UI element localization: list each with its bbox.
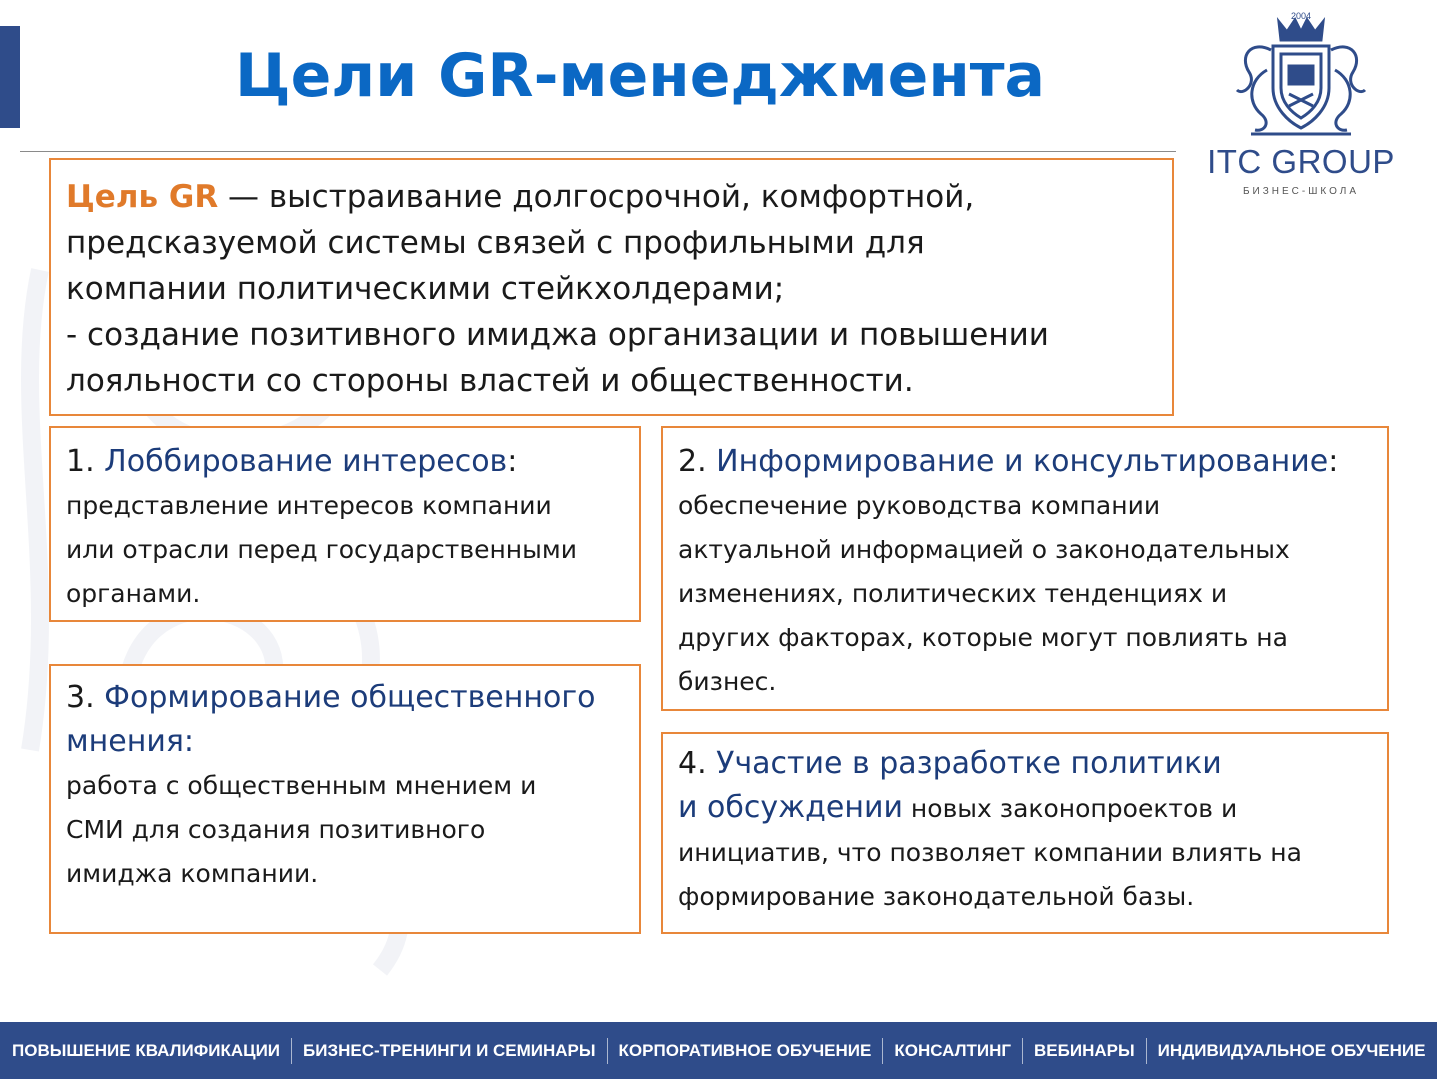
card-line: органами. bbox=[66, 579, 201, 608]
card-number: 4. bbox=[678, 746, 717, 781]
card-line: других факторах, которые могут повлиять на bbox=[678, 623, 1288, 652]
card-heading bbox=[66, 440, 629, 484]
card-description bbox=[678, 831, 1377, 919]
card-heading bbox=[66, 676, 629, 764]
card-line: имиджа компании. bbox=[66, 859, 319, 888]
footer-item-consulting: КОНСАЛТИНГ bbox=[883, 1038, 1023, 1064]
gr-goal-line-4: - создание позитивного имиджа организации и повышении bbox=[66, 317, 1049, 353]
card-informing-consulting bbox=[661, 426, 1389, 711]
card-number: 3. bbox=[66, 680, 105, 715]
card-title-line-2: мнения: bbox=[66, 724, 194, 759]
page-title: Цели GR-менеджмента bbox=[234, 41, 1046, 111]
card-line: работа с общественным мнением и bbox=[66, 771, 537, 800]
card-title-line-2: и обсуждении bbox=[678, 790, 903, 825]
gr-goal-text bbox=[66, 174, 1158, 404]
card-heading bbox=[678, 742, 1377, 831]
card-title-suffix: : bbox=[507, 444, 518, 479]
card-description bbox=[66, 764, 629, 896]
card-heading bbox=[678, 440, 1377, 484]
card-title: Участие в разработке политики bbox=[716, 746, 1222, 781]
footer-item-corporate: КОРПОРАТИВНОЕ ОБУЧЕНИЕ bbox=[608, 1038, 884, 1064]
card-line: актуальной информацией о законодательных bbox=[678, 535, 1290, 564]
gr-goal-definition-box bbox=[49, 158, 1174, 416]
card-title-suffix: : bbox=[1328, 444, 1339, 479]
gr-goal-line-5: лояльности со стороны властей и общественности. bbox=[66, 363, 914, 399]
card-line: инициатив, что позволяет компании влиять на bbox=[678, 838, 1302, 867]
footer-item-individual: ИНДИВИДУАЛЬНОЕ ОБУЧЕНИЕ bbox=[1157, 1040, 1426, 1060]
gr-goal-line-2: предсказуемой системы связей с профильными для bbox=[66, 225, 925, 261]
card-title: Информирование и консультирование bbox=[716, 444, 1329, 479]
card-line: представление интересов компании bbox=[66, 491, 552, 520]
card-title: Формирование общественного bbox=[104, 680, 596, 715]
itc-group-logo bbox=[1196, 10, 1406, 195]
footer-item-trainings: БИЗНЕС-ТРЕНИНГИ И СЕМИНАРЫ bbox=[292, 1038, 608, 1064]
title-divider bbox=[20, 151, 1176, 152]
crest-emblem-icon bbox=[1231, 10, 1371, 138]
logo-subtitle: БИЗНЕС-ШКОЛА bbox=[1242, 186, 1359, 197]
card-description bbox=[678, 484, 1377, 704]
gr-goal-term: Цель GR bbox=[66, 179, 219, 215]
gr-goal-line-1: — выстраивание долгосрочной, комфортной, bbox=[218, 179, 975, 215]
card-public-opinion bbox=[49, 664, 641, 934]
card-description bbox=[66, 484, 629, 616]
footer-item-webinars: ВЕБИНАРЫ bbox=[1023, 1038, 1147, 1064]
card-number: 1. bbox=[66, 444, 105, 479]
card-lobbying bbox=[49, 426, 641, 622]
footer-item-qualification: ПОВЫШЕНИЕ КВАЛИФИКАЦИИ bbox=[0, 1038, 292, 1064]
logo-name: ITC GROUP bbox=[1207, 143, 1395, 180]
card-line: бизнес. bbox=[678, 667, 777, 696]
card-line: или отрасли перед государственными bbox=[66, 535, 577, 564]
card-title: Лоббирование интересов bbox=[104, 444, 508, 479]
card-line: обеспечение руководства компании bbox=[678, 491, 1161, 520]
gr-goal-line-3: компании политическими стейкхолдерами; bbox=[66, 271, 785, 307]
footer-services-bar bbox=[0, 1022, 1437, 1079]
logo-year: 2004 bbox=[1290, 11, 1312, 21]
card-line: изменениях, политических тенденциях и bbox=[678, 579, 1228, 608]
card-line: СМИ для создания позитивного bbox=[66, 815, 486, 844]
card-number: 2. bbox=[678, 444, 717, 479]
card-line: формирование законодательной базы. bbox=[678, 882, 1195, 911]
card-policy-participation bbox=[661, 732, 1389, 934]
card-line: новых законопроектов и bbox=[902, 794, 1238, 823]
